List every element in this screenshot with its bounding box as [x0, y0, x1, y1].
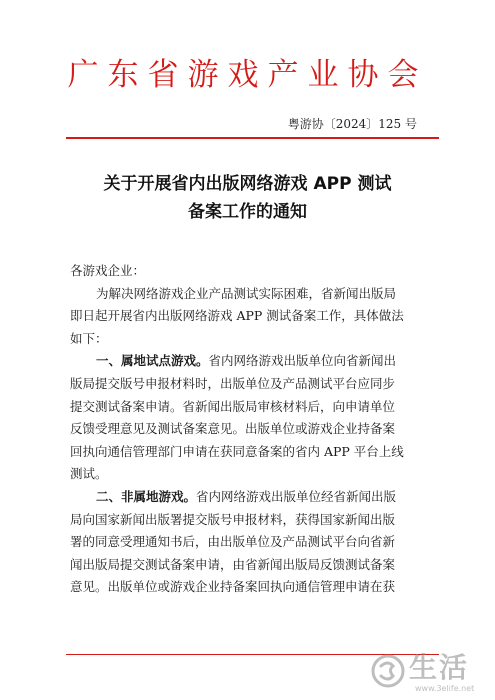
organization-title: 广东省游戏产业协会 — [67, 57, 428, 93]
section-2-line: 闻出版局提交测试备案申请，由省新闻出版局反馈测试备案 — [70, 556, 396, 572]
section-1-line: 测试。 — [70, 466, 108, 482]
intro-line: 如下： — [70, 330, 108, 346]
section-1-line: 反馈受理意见及测试备案意见。出版单位或游戏企业持备案 — [70, 421, 396, 437]
watermark — [371, 652, 489, 696]
section-2-line: 意见。出版单位或游戏企业持备案回执向通信管理申请在获 — [70, 579, 396, 595]
section-2-first-line — [70, 486, 430, 509]
section-1-line: 版局提交版号申报材料时，出版单位及产品测试平台应同步 — [70, 375, 396, 391]
intro-line: 即日起开展省内出版网络游戏 APP 测试备案工作，具体做法 — [70, 308, 404, 324]
document-title — [0, 170, 495, 226]
document-title-line-1: 关于开展省内出版网络游戏 APP 测试 — [103, 174, 392, 194]
watermark-text: 生活 — [409, 651, 470, 684]
section-2-line: 署的同意受理通知书后，由出版单位及产品测试平台向省新 — [70, 534, 396, 550]
intro-line: 为解决网络游戏企业产品测试实际困难，省新闻出版局 — [96, 285, 397, 301]
section-1-heading: 一、属地试点游戏。 — [96, 353, 209, 369]
section-2-first-line-text: 省内网络游戏出版单位经省新闻出版 — [196, 488, 397, 504]
section-1-first-line-text: 省内网络游戏出版单位向省新闻出 — [208, 353, 397, 369]
section-1-first-line — [70, 350, 430, 373]
header-red-rule — [66, 137, 439, 139]
document-title-line-2: 备案工作的通知 — [188, 202, 307, 222]
section-2-line: 局向国家新闻出版署提交版号申报材料，获得国家新闻出版 — [70, 511, 396, 527]
document-body — [70, 260, 430, 599]
watermark-url: www.3elife.net — [415, 684, 475, 693]
3elife-logo-icon — [371, 654, 405, 688]
section-1-line: 提交测试备案申请。省新闻出版局审核材料后，向申请单位 — [70, 398, 396, 414]
document-number: 粤游协〔2024〕125 号 — [287, 117, 417, 131]
section-1-line: 回执向通信管理部门申请在获同意备案的省内 APP 平台上线 — [70, 443, 404, 459]
section-2-heading: 二、非属地游戏。 — [96, 488, 197, 504]
salutation: 各游戏企业： — [70, 263, 146, 278]
